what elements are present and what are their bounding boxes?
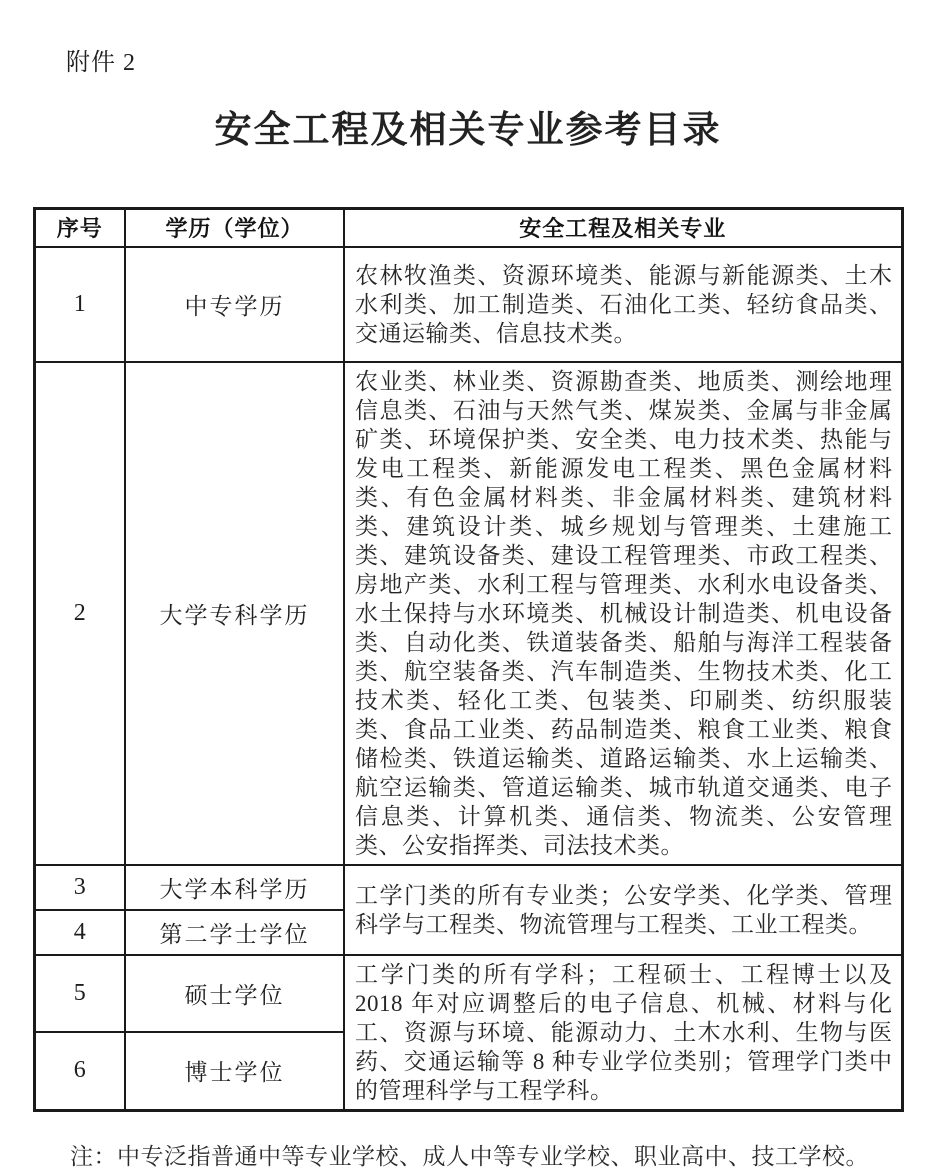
footnote: 注：中专泛指普通中等专业学校、成人中等专业学校、职业高中、技工学校。 <box>70 1143 869 1169</box>
serial-cell: 5 <box>34 955 125 1032</box>
majors-cell: 农林牧渔类、资源环境类、能源与新能源类、土木水利类、加工制造类、石油化工类、轻纺食品类、交通运输类、信息技术类。 <box>344 247 902 362</box>
serial-cell: 1 <box>34 247 125 362</box>
majors-table <box>33 207 904 1112</box>
serial-cell: 3 <box>34 865 125 910</box>
degree-cell: 博士学位 <box>125 1032 344 1110</box>
majors-cell: 农业类、林业类、资源勘查类、地质类、测绘地理信息类、石油与天然气类、煤炭类、金属与非金属矿类、环境保护类、安全类、电力技术类、热能与发电工程类、新能源发电工程类、黑色金属材料类、有色金属材料类、非金属材料类、建筑材料类、建筑设计类、城乡规划与管理类、土建施工类、建筑设备类、建设工程管理类、市政工程类、房地产类、水利工程与管理类、水利水电设备类、水土保持与水环境类、机械设计制造类、机电设备类、自动化类、铁道装备类、船舶与海洋工程装备类、航空装备类、汽车制造类、生物技术类、化工技术类、轻化工类、包装类、印刷类、纺织服装类、食品工业类、药品制造类、粮食工业类、粮食储检类、铁道运输类、道路运输类、水上运输类、航空运输类、管道运输类、城市轨道交通类、电子信息类、计算机类、通信类、物流类、公安管理类、公安指挥类、司法技术类。 <box>344 362 902 865</box>
degree-cell: 大学专科学历 <box>125 362 344 865</box>
col-header-serial: 序号 <box>34 209 125 247</box>
page-title: 安全工程及相关专业参考目录 <box>214 110 722 151</box>
serial-cell: 4 <box>34 910 125 955</box>
col-header-degree: 学历（学位） <box>125 209 344 247</box>
table-header-row <box>34 209 902 247</box>
table-row <box>34 865 902 910</box>
attachment-label: 附件 2 <box>66 50 136 76</box>
degree-cell: 硕士学位 <box>125 955 344 1032</box>
table-row <box>34 247 902 362</box>
majors-cell-merged: 工学门类的所有学科；工程硕士、工程博士以及 2018 年对应调整后的电子信息、机械、材料与化工、资源与环境、能源动力、土木水利、生物与医药、交通运输等 8 种专业学位类别；管理学门类中的管理科学与工程学科。 <box>344 955 902 1111</box>
degree-cell: 中专学历 <box>125 247 344 362</box>
degree-cell: 大学本科学历 <box>125 865 344 910</box>
serial-cell: 6 <box>34 1032 125 1110</box>
serial-cell: 2 <box>34 362 125 865</box>
col-header-majors: 安全工程及相关专业 <box>344 209 902 247</box>
table-row <box>34 955 902 1032</box>
table-row <box>34 362 902 865</box>
degree-cell: 第二学士学位 <box>125 910 344 955</box>
majors-cell-merged: 工学门类的所有专业类；公安学类、化学类、管理科学与工程类、物流管理与工程类、工业工程类。 <box>344 865 902 955</box>
